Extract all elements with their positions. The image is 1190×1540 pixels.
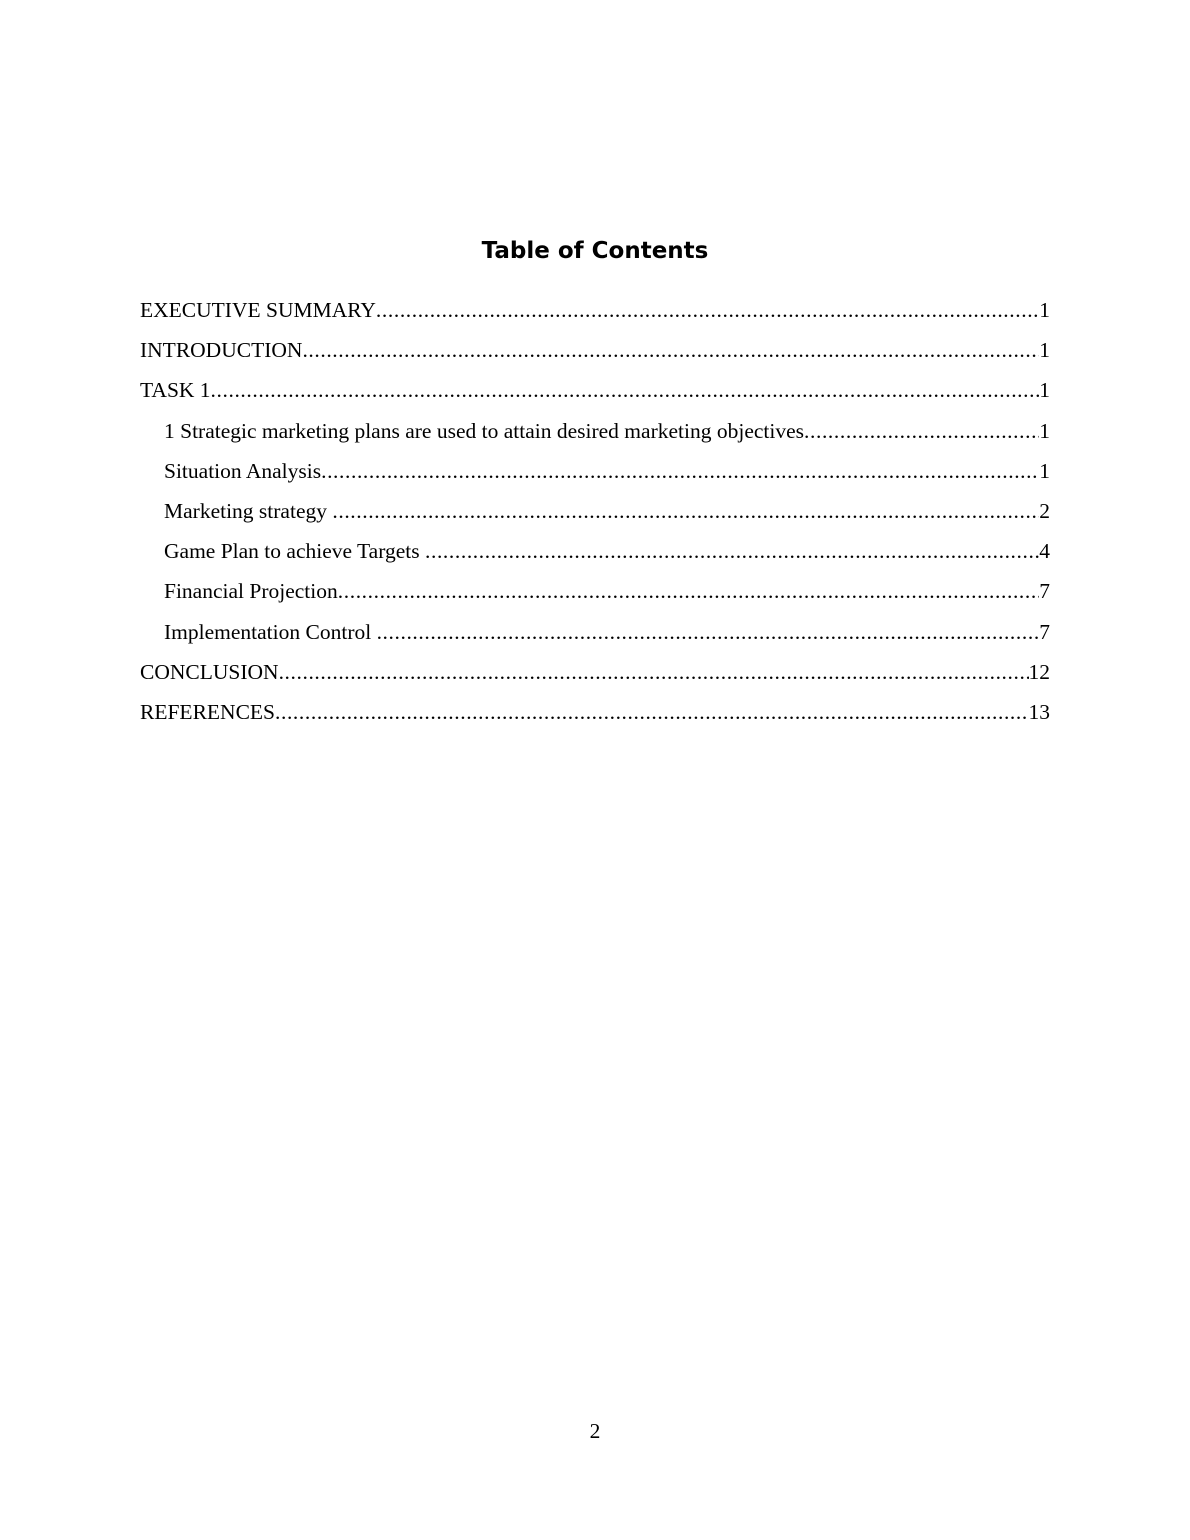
toc-entry-label: Marketing strategy xyxy=(164,498,333,523)
toc-title: Table of Contents xyxy=(481,238,709,264)
toc-entry-label: Financial Projection xyxy=(164,579,338,604)
toc-entry-task-1[interactable] xyxy=(140,370,1050,410)
toc-entry-label: 1 Strategic marketing plans are used to attain desired marketing objectives xyxy=(164,418,805,443)
toc-dot-leader xyxy=(332,491,1039,531)
toc-entry-page: 1 xyxy=(1039,418,1050,443)
toc-dot-leader xyxy=(275,692,1029,732)
toc-dot-leader xyxy=(338,571,1039,611)
toc-entry-marketing-strategy[interactable] xyxy=(140,491,1050,531)
toc-entry-introduction[interactable] xyxy=(140,330,1050,370)
toc-dot-leader xyxy=(804,411,1039,451)
toc-entry-page: 12 xyxy=(1028,659,1050,684)
toc-entry-page: 4 xyxy=(1039,539,1050,564)
toc-entry-label: Implementation Control xyxy=(164,619,377,644)
toc-entry-page: 7 xyxy=(1039,619,1050,644)
toc-entry-financial-projection[interactable] xyxy=(140,571,1050,611)
toc-entry-label: REFERENCES xyxy=(140,699,275,724)
page-number: 2 xyxy=(589,1419,601,1443)
toc-entry-page: 2 xyxy=(1039,498,1050,523)
toc-entry-executive-summary[interactable] xyxy=(140,290,1050,330)
toc-dot-leader xyxy=(211,370,1040,410)
toc-list xyxy=(140,290,1050,732)
toc-entry-label: TASK 1 xyxy=(140,378,211,403)
toc-dot-leader xyxy=(376,290,1039,330)
toc-entry-label: Situation Analysis xyxy=(164,458,322,483)
toc-entry-page: 1 xyxy=(1039,378,1050,403)
toc-entry-page: 1 xyxy=(1039,298,1050,322)
toc-entry-page: 7 xyxy=(1039,579,1050,604)
toc-dot-leader xyxy=(425,531,1039,571)
toc-entry-references[interactable] xyxy=(140,692,1050,732)
toc-entry-game-plan[interactable] xyxy=(140,531,1050,571)
toc-entry-label: CONCLUSION xyxy=(140,659,279,684)
toc-entry-page: 1 xyxy=(1039,338,1050,363)
toc-entry-label: INTRODUCTION xyxy=(140,338,303,363)
toc-dot-leader xyxy=(321,451,1039,491)
toc-entry-conclusion[interactable] xyxy=(140,652,1050,692)
toc-entry-label: Game Plan to achieve Targets xyxy=(164,539,425,564)
toc-entry-page: 13 xyxy=(1028,699,1050,724)
toc-entry-strategic-marketing-plans[interactable] xyxy=(140,411,1050,451)
toc-entry-situation-analysis[interactable] xyxy=(140,451,1050,491)
toc-entry-implementation-control[interactable] xyxy=(140,612,1050,652)
toc-entry-label: EXECUTIVE SUMMARY xyxy=(140,298,376,322)
toc-dot-leader xyxy=(302,330,1039,370)
toc-dot-leader xyxy=(377,612,1040,652)
toc-entry-page: 1 xyxy=(1039,458,1050,483)
toc-dot-leader xyxy=(279,652,1029,692)
